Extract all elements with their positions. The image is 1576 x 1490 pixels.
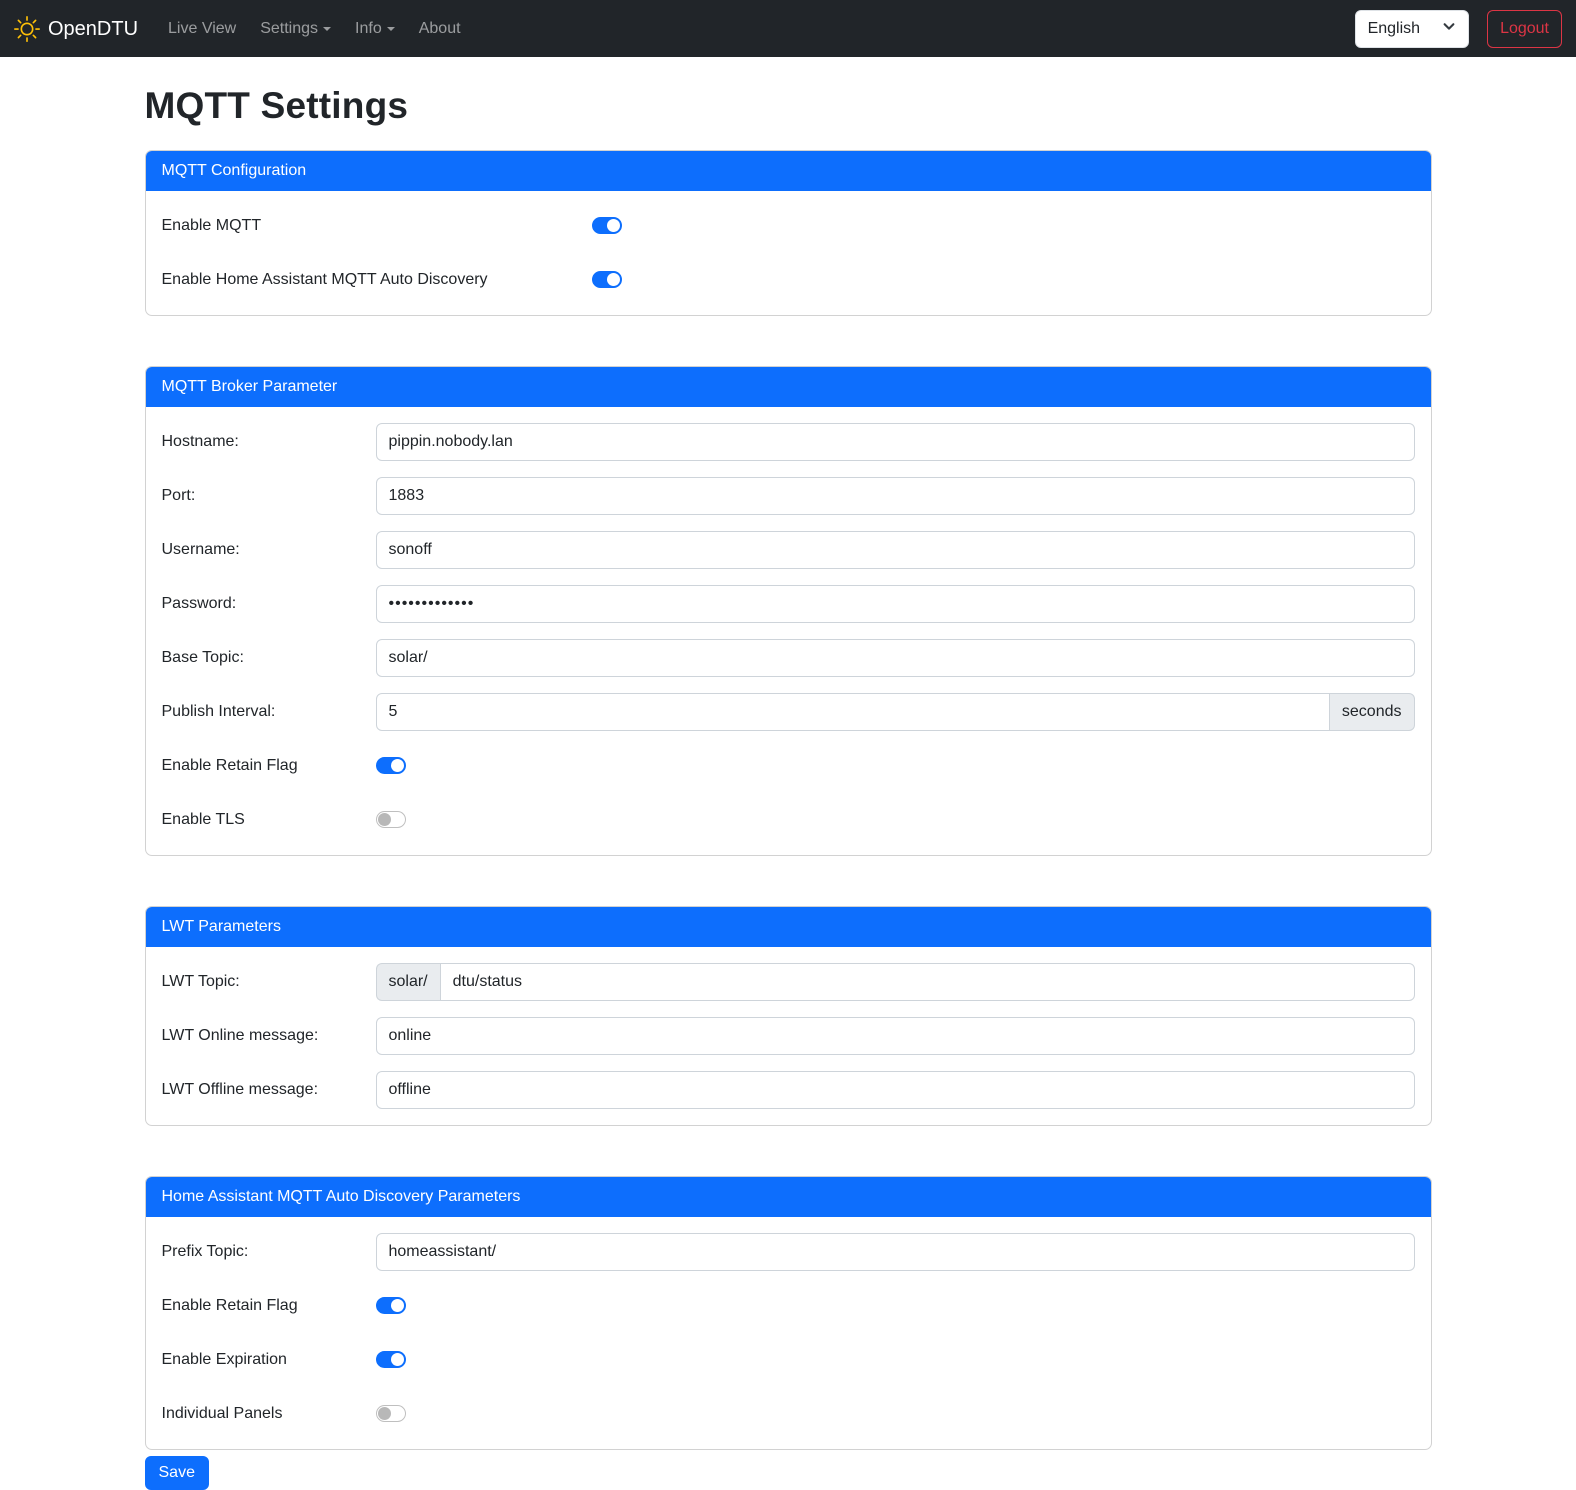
sun-icon (14, 16, 40, 42)
ha-retain-flag-label: Enable Retain Flag (161, 1296, 298, 1314)
lwt-online-message-input[interactable] (376, 1017, 1415, 1055)
card-lwt-parameters (145, 906, 1432, 1126)
prefix-topic-input[interactable] (376, 1233, 1415, 1271)
language-select[interactable] (1355, 10, 1469, 48)
card-header-mqtt-broker-parameter: MQTT Broker Parameter (146, 367, 1431, 407)
broker-retain-flag-toggle[interactable] (376, 757, 406, 774)
card-header-mqtt-configuration: MQTT Configuration (146, 151, 1431, 191)
card-mqtt-broker-parameter (145, 366, 1432, 856)
lwt-online-message-label: LWT Online message: (161, 1026, 319, 1044)
broker-retain-flag-label: Enable Retain Flag (161, 756, 298, 774)
card-header-lwt-parameters: LWT Parameters (146, 907, 1431, 947)
individual-panels-label: Individual Panels (161, 1404, 283, 1422)
navbar (0, 0, 1576, 57)
main-content (145, 78, 1432, 1490)
username-input[interactable] (376, 531, 1415, 569)
card-mqtt-configuration (145, 150, 1432, 316)
nav-info[interactable]: Info (347, 9, 403, 49)
toggle-knob (378, 813, 391, 826)
brand-label: OpenDTU (48, 17, 139, 40)
hostname-input[interactable] (376, 423, 1415, 461)
publish-interval-input[interactable] (376, 693, 1330, 731)
prefix-topic-label: Prefix Topic: (161, 1242, 249, 1260)
nav-about[interactable]: About (418, 19, 461, 37)
language-selected-value: English (1367, 19, 1421, 37)
lwt-topic-prefix: solar/ (376, 963, 440, 1001)
page-title: MQTT Settings (144, 85, 409, 126)
enable-tls-label: Enable TLS (161, 810, 245, 828)
card-header-ha-auto-discovery: Home Assistant MQTT Auto Discovery Parameters (146, 1177, 1431, 1217)
username-label: Username: (161, 540, 240, 558)
chevron-down-icon (323, 27, 331, 31)
ha-retain-flag-toggle[interactable] (376, 1297, 406, 1314)
base-topic-input[interactable] (376, 639, 1415, 677)
toggle-knob (378, 1407, 391, 1420)
enable-tls-toggle[interactable] (376, 811, 406, 828)
enable-expiration-label: Enable Expiration (161, 1350, 287, 1368)
enable-expiration-toggle[interactable] (376, 1351, 406, 1368)
publish-interval-unit: seconds (1330, 693, 1415, 731)
chevron-down-icon (387, 27, 395, 31)
individual-panels-toggle[interactable] (376, 1405, 406, 1422)
logout-button[interactable]: Logout (1487, 10, 1562, 48)
card-ha-auto-discovery (145, 1176, 1432, 1450)
toggle-knob (607, 219, 620, 232)
nav-live-view[interactable]: Live View (168, 19, 237, 37)
lwt-offline-message-input[interactable] (376, 1071, 1415, 1109)
toggle-knob (391, 759, 404, 772)
nav-settings[interactable]: Settings (252, 9, 339, 49)
lwt-topic-input[interactable] (440, 963, 1415, 1001)
lwt-offline-message-label: LWT Offline message: (161, 1080, 319, 1098)
enable-mqtt-label: Enable MQTT (161, 216, 262, 234)
port-input[interactable] (376, 477, 1415, 515)
chevron-down-icon (1442, 17, 1456, 41)
enable-ha-discovery-toggle[interactable] (592, 271, 622, 288)
toggle-knob (391, 1353, 404, 1366)
enable-mqtt-toggle[interactable] (592, 217, 622, 234)
save-button[interactable]: Save (145, 1456, 209, 1490)
toggle-knob (391, 1299, 404, 1312)
brand[interactable] (14, 14, 138, 44)
lwt-topic-label: LWT Topic: (161, 972, 240, 990)
password-input[interactable] (376, 585, 1415, 623)
base-topic-label: Base Topic: (161, 648, 244, 666)
toggle-knob (607, 273, 620, 286)
port-label: Port: (161, 486, 196, 504)
enable-ha-discovery-label: Enable Home Assistant MQTT Auto Discovery (161, 270, 488, 288)
hostname-label: Hostname: (161, 432, 239, 450)
publish-interval-label: Publish Interval: (161, 702, 276, 720)
password-label: Password: (161, 594, 237, 612)
nav-links (160, 9, 1355, 49)
